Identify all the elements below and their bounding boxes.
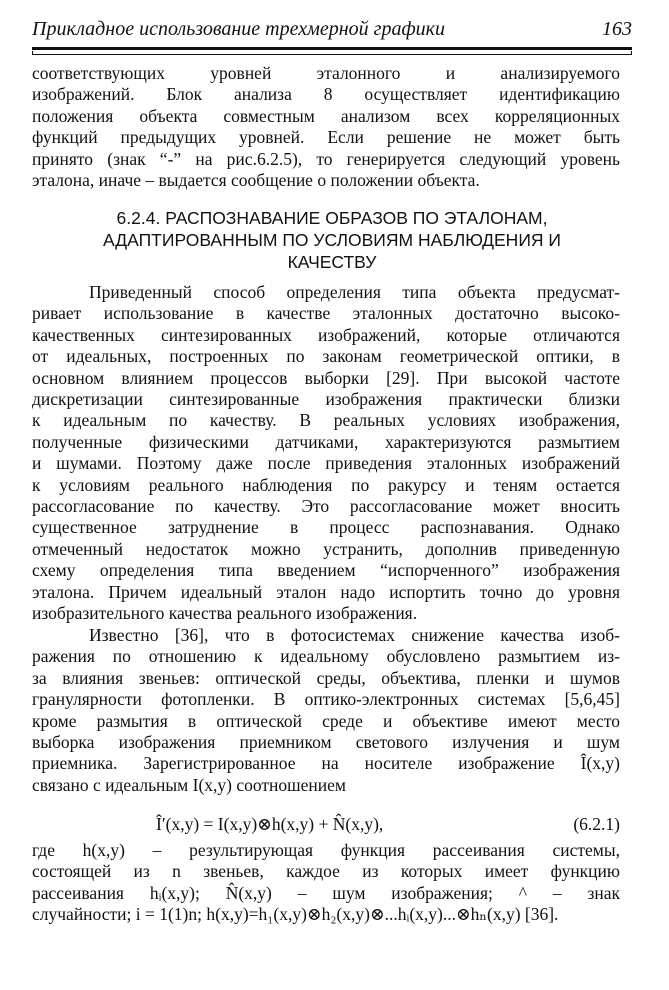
header-rule-right-end	[631, 51, 632, 55]
header-rule-left-end	[32, 51, 33, 55]
text-line: полученные физическими датчиками, характеризуются размытием	[32, 431, 620, 452]
text-line: случайности; i = 1(1)n; h(x,y)=h₁(x,y)⊗h₂(x,y)⊗...hᵢ(x,y)...⊗hₙ(x,y) [36].	[32, 904, 559, 925]
section-heading	[32, 207, 632, 273]
text-line: ривает использование в качестве эталонных достаточно высоко-	[32, 303, 620, 324]
text-line: где h(x,y) – результирующая функция рассеивания системы,	[32, 840, 620, 860]
text-line: положения объекта совместным анализом всех корреляционных	[32, 105, 620, 126]
heading-line: 6.2.4. РАСПОЗНАВАНИЕ ОБРАЗОВ ПО ЭТАЛОНАМ,	[116, 208, 548, 228]
intro-paragraph	[32, 63, 620, 191]
text-line: принято (знак “-” на рис.6.2.5), то генерируется следующий уровень	[32, 148, 620, 169]
equation-expression: Î′(x,y) = I(x,y)⊗h(x,y) + N̂(x,y),	[156, 814, 384, 834]
text-line: рассеивания hᵢ(x,y); N̂(x,y) – шум изображения; ^ – знак	[32, 882, 620, 903]
text-line: выборка изображения приемником светового излучения и шум	[32, 732, 620, 753]
text-line: связано с идеальным I(x,y) соотношением	[32, 774, 346, 795]
text-line: основном влиянием процессов выборки [29]. При высокой частоте	[32, 367, 620, 388]
text-line: эталона. Причем идеальный эталон надо испортить точно до уровня	[32, 581, 620, 602]
text-line: соответствующих уровней эталонного и анализируемого	[32, 63, 620, 83]
text-line: существенное затруднение в процесс распознавания. Однако	[32, 517, 620, 538]
text-line: функций предыдущих уровней. Если решение не может быть	[32, 127, 620, 148]
text-line: Известно [36], что в фотосистемах снижение качества изоб-	[89, 625, 620, 645]
text-line: Приведенный способ определения типа объекта предусмат-	[89, 282, 620, 302]
equation-6-2-1	[32, 812, 620, 836]
equation-number: (6.2.1)	[573, 814, 620, 834]
text-line: гранулярности фотопленки. В оптико-электронных системах [5,6,45]	[32, 689, 620, 710]
text-line: за влияния звеньев: оптической среды, объектива, пленки и шумов	[32, 667, 620, 688]
running-head	[32, 14, 632, 44]
text-line: ражения по отношению к идеальному обусловлено размытием из-	[32, 646, 620, 667]
text-line: к идеальным по качеству. В реальных условиях изображения,	[32, 410, 620, 431]
text-line: изобразительного качества реального изображения.	[32, 603, 418, 624]
page-number: 163	[602, 18, 632, 40]
running-title: Прикладное использование трехмерной графики	[32, 18, 446, 40]
heading-line: КАЧЕСТВУ	[287, 252, 377, 272]
header-rule-thin	[32, 54, 632, 55]
text-line: качественных синтезированных изображений, которые отличаются	[32, 324, 620, 345]
text-line: кроме размытия в оптической среде и объективе имеют место	[32, 710, 620, 731]
text-line: отмеченный недостаток можно устранить, дополнив приведенную	[32, 538, 620, 559]
heading-line: АДАПТИРОВАННЫМ ПО УСЛОВИЯМ НАБЛЮДЕНИЯ И	[103, 230, 561, 250]
text-line: изображений. Блок анализа 8 осуществляет идентификацию	[32, 84, 620, 105]
text-line: эталона, иначе – выдается сообщение о положении объекта.	[32, 170, 480, 191]
text-line: и шумами. Поэтому даже после приведения эталонных изображений	[32, 453, 620, 474]
text-line: приемника. Зарегистрированное на носителе изображение Î(x,y)	[32, 753, 620, 774]
paragraph-1	[32, 282, 620, 625]
text-line: схему определения типа введением “испорченного” изображения	[32, 560, 620, 581]
text-line: от идеальных, построенных по законам геометрической оптики, в	[32, 346, 620, 367]
paragraph-2	[32, 625, 620, 796]
text-line: к условиям реального наблюдения по ракурсу и теням остается	[32, 474, 620, 495]
text-line: рассогласование по качеству. Это рассогласование может вносить	[32, 496, 620, 517]
header-rule-thick	[32, 47, 632, 50]
paragraph-3	[32, 840, 620, 926]
text-line: дискретизации синтезированные изображения практически близки	[32, 389, 620, 410]
text-line: состоящей из n звеньев, каждое из которых имеет функцию	[32, 861, 620, 882]
